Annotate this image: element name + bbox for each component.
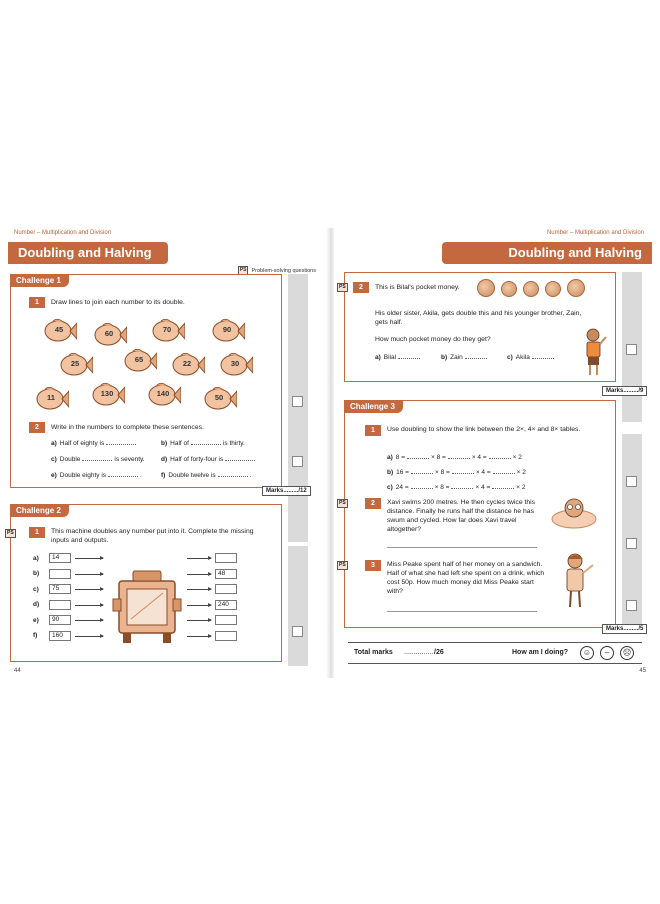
sentence-pre: Double eighty is xyxy=(59,472,107,479)
arrow-out xyxy=(187,620,211,621)
section-label: Number – Multiplication and Division xyxy=(14,230,112,236)
row-part: × 4 = xyxy=(471,454,487,461)
fish-number-label: 11 xyxy=(47,393,55,402)
answer-blank[interactable] xyxy=(218,471,248,477)
total-marks-dots: ............... xyxy=(404,649,434,656)
swimmer-illustration xyxy=(551,495,597,529)
sentence-post: . xyxy=(249,472,252,479)
ps-badge: PS xyxy=(239,267,247,273)
arrow-in xyxy=(75,605,103,606)
challenge-2 xyxy=(7,504,282,662)
item-label: a) xyxy=(33,554,39,562)
coin-icon xyxy=(523,281,539,297)
item-label: b) xyxy=(387,469,394,476)
output-box[interactable] xyxy=(215,615,237,625)
row-start: 24 = xyxy=(395,484,409,491)
fish-number[interactable] xyxy=(91,383,125,407)
item-label: f) xyxy=(161,472,166,479)
ps-badge: PS xyxy=(339,500,346,506)
row-part: × 4 = xyxy=(475,469,491,476)
happy-face-icon[interactable]: ☺ xyxy=(580,646,594,660)
arrow-in xyxy=(75,620,103,621)
book-spread xyxy=(8,228,652,678)
score-box[interactable] xyxy=(626,538,637,549)
answer-name: Zain xyxy=(450,354,463,361)
fish-number[interactable] xyxy=(123,349,157,373)
item-label: b) xyxy=(33,570,40,577)
answer-item xyxy=(375,353,422,361)
sentence-post: is thirty. xyxy=(222,440,245,447)
score-box[interactable] xyxy=(626,344,637,355)
score-box[interactable] xyxy=(292,456,303,467)
sentence-pre: Half of eighty is xyxy=(59,440,105,447)
answer-blank[interactable] xyxy=(108,471,138,477)
fish-number-label: 90 xyxy=(222,325,232,334)
score-strip xyxy=(622,434,642,634)
woman-illustration xyxy=(557,551,597,609)
answer-blank[interactable] xyxy=(452,468,474,474)
page-number: 45 xyxy=(639,668,646,674)
fish-number[interactable] xyxy=(171,353,205,377)
machine-row xyxy=(33,631,71,641)
item-label: c) xyxy=(33,585,39,593)
question-2-pocket-money xyxy=(339,272,616,382)
item-label: b) xyxy=(441,354,448,361)
marks-box: Marks........./12 xyxy=(262,486,311,496)
answer-blank[interactable] xyxy=(82,455,112,461)
question-number: 1 xyxy=(365,425,381,436)
sentence-item xyxy=(51,471,142,479)
item-label: a) xyxy=(387,454,393,461)
item-label: c) xyxy=(507,354,513,361)
item-label: e) xyxy=(51,472,57,479)
machine-row xyxy=(33,600,71,610)
fish-number-label: 130 xyxy=(100,389,114,398)
row-start: 16 = xyxy=(396,469,409,476)
fish-number[interactable] xyxy=(219,353,253,377)
output-box[interactable] xyxy=(215,631,237,641)
answer-item xyxy=(507,353,556,361)
input-box[interactable]: 160 xyxy=(49,631,71,641)
answer-line[interactable] xyxy=(387,547,537,548)
arrow-out xyxy=(187,558,211,559)
score-box[interactable] xyxy=(626,600,637,611)
answer-blank[interactable] xyxy=(407,453,429,459)
row-start: 8 = xyxy=(395,454,405,461)
sentence-item xyxy=(51,439,138,447)
coin-icon xyxy=(501,281,517,297)
page-title: Doubling and Halving xyxy=(8,242,168,264)
question-number: 1 xyxy=(29,297,45,308)
coin-icon xyxy=(545,281,561,297)
question-text: His older sister, Akila, gets double this and his younger brother, Zain, gets half. xyxy=(375,310,582,326)
how-am-i-doing: How am I doing? xyxy=(512,649,568,656)
score-strip xyxy=(622,272,642,422)
fish-number[interactable] xyxy=(203,387,237,411)
answer-blank[interactable] xyxy=(225,455,255,461)
score-box[interactable] xyxy=(292,396,303,407)
question-number: 2 xyxy=(353,282,369,293)
score-strip xyxy=(288,546,308,666)
coin-icon xyxy=(477,279,495,297)
fish-number[interactable] xyxy=(151,319,185,343)
fish-number-label: 25 xyxy=(70,359,80,368)
arrow-out xyxy=(187,636,211,637)
sentence-item xyxy=(161,439,245,447)
score-box[interactable] xyxy=(626,476,637,487)
arrow-in xyxy=(75,589,103,590)
answer-blank[interactable] xyxy=(493,468,515,474)
tables-row xyxy=(387,483,526,491)
arrow-in xyxy=(75,636,103,637)
row-part: × 8 = xyxy=(434,469,450,476)
sentence-pre: Double twelve is xyxy=(168,472,216,479)
page-number: 44 xyxy=(14,668,21,674)
item-label: b) xyxy=(161,440,168,447)
challenge-1 xyxy=(10,274,282,488)
answer-blank[interactable] xyxy=(451,483,473,489)
machine-row xyxy=(33,569,71,579)
ps-legend-text: Problem-solving questions xyxy=(251,267,316,274)
answer-blank[interactable] xyxy=(411,483,433,489)
section-label: Number – Multiplication and Division xyxy=(546,230,644,236)
arrow-out xyxy=(187,605,211,606)
sentence-item xyxy=(161,455,257,463)
total-bar xyxy=(348,642,642,664)
answer-item xyxy=(441,353,489,361)
fish-number-label: 50 xyxy=(214,393,224,402)
ps-badge: PS xyxy=(7,530,14,536)
fish-number[interactable] xyxy=(211,319,245,343)
challenge-1-tab: Challenge 1 xyxy=(10,274,69,287)
input-box[interactable] xyxy=(49,569,71,579)
row-part: × 2 xyxy=(516,484,526,491)
question-text: How much pocket money do they get? xyxy=(375,336,491,343)
question-number: 1 xyxy=(29,527,45,538)
input-box[interactable]: 14 xyxy=(49,553,71,563)
item-label: c) xyxy=(387,484,393,491)
sentence-item xyxy=(51,455,145,463)
sentence-pre: Half of forty-four is xyxy=(170,456,224,463)
arrow-in xyxy=(75,574,103,575)
boy-illustration xyxy=(579,327,609,377)
sentence-pre: Double xyxy=(59,456,81,463)
sentence-post: is seventy. xyxy=(114,456,145,463)
question-text: Draw lines to join each number to its double. xyxy=(51,299,185,306)
item-label: a) xyxy=(375,354,381,361)
answer-blank[interactable] xyxy=(492,483,514,489)
question-number: 2 xyxy=(365,498,381,509)
marks-box: Marks........./9 xyxy=(602,386,647,396)
item-label: e) xyxy=(33,616,39,624)
answer-blank[interactable] xyxy=(191,439,221,445)
tables-row xyxy=(387,453,522,461)
machine-row xyxy=(33,615,71,625)
sad-face-icon[interactable]: ☹ xyxy=(620,646,634,660)
sentence-pre: Half of xyxy=(170,440,189,447)
sentence-post: . xyxy=(140,472,142,479)
marks-box: Marks........./5 xyxy=(602,624,647,634)
total-marks-value: /26 xyxy=(434,649,444,656)
question-number: 3 xyxy=(365,560,381,571)
answer-blank[interactable] xyxy=(398,353,420,359)
item-label: d) xyxy=(33,601,40,608)
score-strip xyxy=(288,274,308,542)
fish-number-label: 65 xyxy=(134,355,144,364)
answer-blank[interactable] xyxy=(411,468,433,474)
question-text: Xavi swims 200 metres. He then cycles twice this distance. Finally he runs half the distance he has swum and cycled. How far does Xavi travel altogether? xyxy=(387,499,536,533)
fish-number[interactable] xyxy=(93,323,127,347)
output-box[interactable] xyxy=(215,553,237,563)
sentence-item xyxy=(161,471,251,479)
arrow-out xyxy=(187,589,211,590)
coin-icon xyxy=(567,279,585,297)
fish-number-label: 22 xyxy=(182,359,192,368)
challenge-3 xyxy=(339,400,616,628)
left-page xyxy=(8,228,328,678)
challenge-3-tab: Challenge 3 xyxy=(344,400,403,413)
answer-blank[interactable] xyxy=(448,453,470,459)
fish-number[interactable] xyxy=(35,387,69,411)
answer-blank[interactable] xyxy=(532,353,554,359)
answer-blank[interactable] xyxy=(106,439,136,445)
machine-image xyxy=(111,567,183,645)
fish-number-label: 30 xyxy=(230,359,240,368)
row-part: × 2 xyxy=(516,469,526,476)
output-box[interactable]: 240 xyxy=(215,600,237,610)
question-text: Write in the numbers to complete these sentences. xyxy=(51,424,204,431)
fish-number[interactable] xyxy=(59,353,93,377)
question-text: Miss Peake spent half of her money on a sandwich. Half of what she had left she spent on a drink, which cost 50p. How much money did Miss Peake start with? xyxy=(387,561,545,595)
input-box[interactable]: 90 xyxy=(49,615,71,625)
item-label: c) xyxy=(51,456,57,463)
score-box[interactable] xyxy=(292,626,303,637)
tables-row xyxy=(387,468,526,476)
arrow-out xyxy=(187,574,211,575)
fish-number-label: 140 xyxy=(156,389,170,398)
input-box[interactable] xyxy=(49,600,71,610)
ps-badge: PS xyxy=(339,284,346,290)
fish-number-label: 70 xyxy=(162,325,172,334)
row-part: × 2 xyxy=(512,454,522,461)
answer-blank[interactable] xyxy=(489,453,511,459)
right-page xyxy=(334,228,652,678)
row-part: × 4 = xyxy=(475,484,491,491)
output-box[interactable]: 48 xyxy=(215,569,237,579)
arrow-in xyxy=(75,558,103,559)
fish-number-label: 45 xyxy=(54,325,64,334)
item-label: f) xyxy=(33,632,38,639)
neutral-face-icon[interactable]: – xyxy=(600,646,614,660)
challenge-2-tab: Challenge 2 xyxy=(10,504,69,517)
page-title: Doubling and Halving xyxy=(442,242,652,264)
answer-blank[interactable] xyxy=(465,353,487,359)
item-label: a) xyxy=(51,440,57,447)
answer-line[interactable] xyxy=(387,611,537,612)
input-box[interactable]: 75 xyxy=(49,584,71,594)
answer-name: Bilal xyxy=(383,354,397,361)
machine-row xyxy=(33,553,71,563)
question-text: This machine doubles any number put into it. Complete the missing inputs and outputs. xyxy=(51,528,254,544)
machine-row xyxy=(33,584,71,594)
fish-number[interactable] xyxy=(147,383,181,407)
question-text: Use doubling to show the link between the 2×, 4× and 8× tables. xyxy=(387,426,581,433)
fish-number-label: 60 xyxy=(104,329,114,338)
fish-number[interactable] xyxy=(43,319,77,343)
question-text: This is Bilal's pocket money. xyxy=(375,284,460,291)
row-part: × 8 = xyxy=(434,484,450,491)
item-label: d) xyxy=(161,456,168,463)
answer-name: Akila xyxy=(515,354,530,361)
ps-badge: PS xyxy=(339,562,346,568)
question-number: 2 xyxy=(29,422,45,433)
output-box[interactable] xyxy=(215,584,237,594)
total-marks-label: Total marks xyxy=(354,649,393,656)
row-part: × 8 = xyxy=(431,454,446,461)
